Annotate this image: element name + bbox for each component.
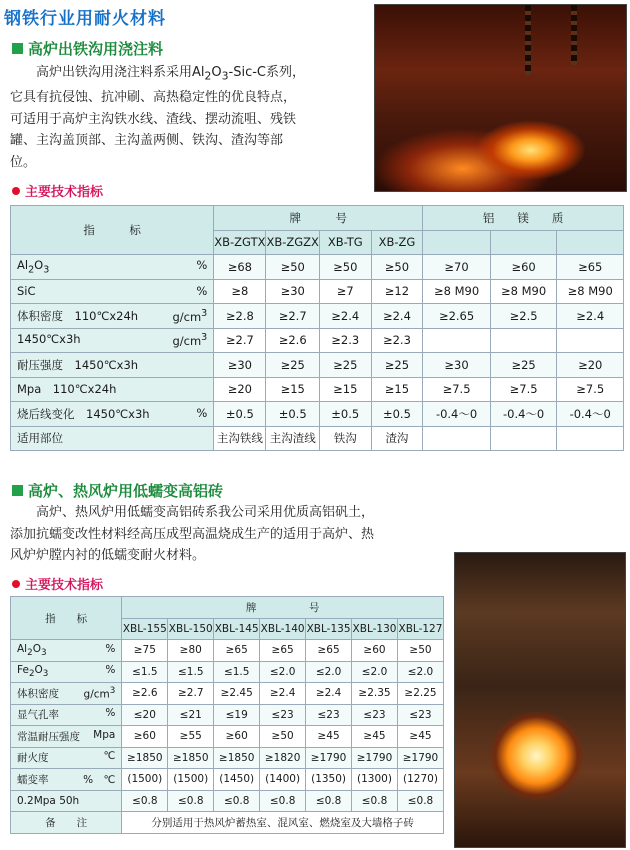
value-cell [490,426,557,451]
value-cell: ±0.5 [214,402,266,427]
value-cell: ≥65 [306,640,352,662]
value-cell: ≥2.6 [122,683,168,705]
value-cell: ≥68 [214,255,266,280]
value-cell: ≤23 [306,704,352,726]
note-label: 备 注 [11,812,122,834]
value-cell: ≤0.8 [352,790,398,812]
value-cell: ≥25 [266,353,319,378]
section2-heading: 高炉、热风炉用低蠕变高铝砖 [12,480,223,501]
row-label: SiC % [11,279,214,304]
value-cell: ≥2.45 [214,683,260,705]
value-cell: ≤0.8 [214,790,260,812]
value-cell: ≥1820 [260,747,306,769]
value-cell [557,328,624,353]
spec-table-2 [10,596,444,834]
value-cell: ≥2.25 [397,683,443,705]
value-cell: ≥2.3 [319,328,371,353]
header-index: 指 标 [11,206,214,255]
value-cell: ≥60 [352,640,398,662]
value-cell: ≥45 [352,726,398,748]
value-cell: ≥7.5 [490,377,557,402]
value-cell: ≥65 [260,640,306,662]
value-cell [423,328,491,353]
row-label: 烧后线变化 1450℃x3h % [11,402,214,427]
row-label: 体积密度 $g/cm^3$ [11,683,122,705]
value-cell: ≥25 [371,353,423,378]
value-cell: ≥30 [214,353,266,378]
value-cell: ≥70 [423,255,491,280]
table-row [11,377,624,402]
value-cell: ≥7.5 [557,377,624,402]
header-index: 指 标 [11,597,122,640]
value-cell: ≤2.0 [306,661,352,683]
row-label: 1450℃x3h $g/cm^3$ [11,328,214,353]
table-row [11,769,444,791]
value-cell: ≤1.5 [168,661,214,683]
value-cell: ≤2.0 [397,661,443,683]
value-cell: ≤1.5 [122,661,168,683]
value-cell: ≥2.35 [352,683,398,705]
value-cell: ≥2.6 [266,328,319,353]
square-bullet-icon [12,485,23,496]
value-cell: ≥1790 [397,747,443,769]
section1-heading: 高炉出铁沟用浇注料 [12,38,163,59]
value-cell: ≥75 [122,640,168,662]
value-cell: ≤2.0 [352,661,398,683]
value-cell: ≥2.7 [214,328,266,353]
value-cell: (1400) [260,769,306,791]
section1-spec-title: 主要技术指标 [12,181,103,200]
value-cell: ≥50 [260,726,306,748]
row-label: 体积密度 110℃x24h $g/cm^3$ [11,304,214,329]
value-cell: 主沟渣线 [266,426,319,451]
value-cell: ≥50 [266,255,319,280]
value-cell: ≥2.8 [214,304,266,329]
value-cell [423,426,491,451]
note-text: 分别适用于热风炉蓄热室、混风室、燃烧室及大墙格子砖 [122,812,444,834]
row-label: 显气孔率 % [11,704,122,726]
page-title: 钢铁行业用耐火材料 [4,9,166,29]
value-cell: ≥20 [214,377,266,402]
value-cell: ≥7.5 [423,377,491,402]
value-cell: ≥1850 [214,747,260,769]
table-row [11,279,624,304]
spec-table-1 [10,205,624,451]
chain-graphic [571,5,577,65]
header-alu-mag: 铝 镁 质 [423,206,624,231]
value-cell: (1270) [397,769,443,791]
value-cell: ≥25 [319,353,371,378]
grade-cell: XBL-135 [306,618,352,640]
value-cell: ≥80 [168,640,214,662]
section1-paragraph: 高炉出铁沟用浇注料系采用$Al_2O_3-Sic-C$系列， 它具有抗侵蚀、抗冲刷、高热稳定性的优良特点， 可适用于高炉主沟铁水线、渣线、摆动流咀、残铁 罐、主沟盖顶部、主沟盖两侧、铁沟、渣沟等部 位。 [10,65,306,170]
value-cell: ≥55 [168,726,214,748]
table-row [11,747,444,769]
value-cell: ≥20 [557,353,624,378]
table-row [11,353,624,378]
grade-cell: XB-ZG [371,230,423,255]
value-cell: ≥8 [214,279,266,304]
value-cell: ≥65 [214,640,260,662]
grade-cell: XBL-130 [352,618,398,640]
section2-paragraph: 高炉、热风炉用低蠕变高铝砖系我公司采用优质高铝矾土， 添加抗蠕变改性材料经高压成型高温烧成生产的适用于高炉、热 风炉炉膛内衬的低蠕变耐火材料。 [10,505,375,563]
value-cell: ≥2.4 [371,304,423,329]
value-cell: ≥1790 [306,747,352,769]
table-row [11,726,444,748]
value-cell: ≥2.3 [371,328,423,353]
value-cell: ≥8 M90 [557,279,624,304]
value-cell: ≥45 [306,726,352,748]
value-cell: ±0.5 [371,402,423,427]
value-cell: ≥65 [557,255,624,280]
value-cell: (1300) [352,769,398,791]
value-cell: ≥30 [266,279,319,304]
value-cell: ≤0.8 [168,790,214,812]
header-grade: 牌 号 [122,597,444,619]
table-row [11,704,444,726]
value-cell: ≥2.5 [490,304,557,329]
value-cell: ≥45 [397,726,443,748]
value-cell: ≥2.7 [168,683,214,705]
value-cell: ≤23 [352,704,398,726]
value-cell [490,328,557,353]
chain-graphic [525,5,531,75]
furnace-lining-photo [454,552,626,848]
value-cell: (1350) [306,769,352,791]
row-label: 常温耐压强度 Mpa [11,726,122,748]
value-cell: -0.4～0 [423,402,491,427]
value-cell: ≥2.4 [260,683,306,705]
value-cell: -0.4～0 [557,402,624,427]
value-cell: ≤2.0 [260,661,306,683]
note-row [11,812,444,834]
table-row [11,640,444,662]
grade-cell: XBL-155 [122,618,168,640]
value-cell: 渣沟 [371,426,423,451]
grade-cell: XB-ZGTX [214,230,266,255]
molten-iron-trough-photo [374,4,627,192]
value-cell: ≥30 [423,353,491,378]
value-cell: ≥25 [490,353,557,378]
grade-cell: XBL-150 [168,618,214,640]
value-cell: ≤20 [122,704,168,726]
value-cell: (1500) [122,769,168,791]
value-cell: 主沟铁线 [214,426,266,451]
value-cell: ≥2.4 [319,304,371,329]
value-cell: ≥50 [319,255,371,280]
row-label: 蠕变率 % ℃ [11,769,122,791]
value-cell: ≥7 [319,279,371,304]
value-cell: ≥8 M90 [490,279,557,304]
value-cell: ≥50 [397,640,443,662]
value-cell: ≥60 [214,726,260,748]
value-cell: ≤0.8 [122,790,168,812]
value-cell: ±0.5 [266,402,319,427]
value-cell: ≥12 [371,279,423,304]
row-label: $Al_2O_3$ % [11,640,122,662]
value-cell: ≥15 [371,377,423,402]
header-grade: 牌 号 [214,206,423,231]
value-cell: ≥1850 [168,747,214,769]
table-row [11,661,444,683]
value-cell: ≥1850 [122,747,168,769]
value-cell: (1500) [168,769,214,791]
red-dot-icon [12,187,20,195]
row-label: 耐火度 ℃ [11,747,122,769]
row-label: $Fe_2O_3$ % [11,661,122,683]
value-cell: ≤0.8 [397,790,443,812]
value-cell: ≤0.8 [260,790,306,812]
row-label: Mpa 110℃x24h [11,377,214,402]
row-label: 0.2Mpa 50h [11,790,122,812]
value-cell: ≤23 [397,704,443,726]
value-cell: ≤1.5 [214,661,260,683]
value-cell: ≥15 [266,377,319,402]
table-row [11,304,624,329]
table-row [11,402,624,427]
table-row [11,683,444,705]
table-row [11,255,624,280]
value-cell: ≥2.65 [423,304,491,329]
grade-cell: XB-TG [319,230,371,255]
value-cell: ≤19 [214,704,260,726]
table-row [11,328,624,353]
grade-cell: XBL-145 [214,618,260,640]
value-cell [557,426,624,451]
table-row [11,426,624,451]
value-cell: ±0.5 [319,402,371,427]
value-cell: -0.4～0 [490,402,557,427]
value-cell: ≥2.4 [557,304,624,329]
red-dot-icon [12,580,20,588]
row-label: 耐压强度 1450℃x3h [11,353,214,378]
square-bullet-icon [12,43,23,54]
value-cell: ≥60 [490,255,557,280]
value-cell: ≥60 [122,726,168,748]
value-cell: ≥8 M90 [423,279,491,304]
row-label: $Al_2O_3$ % [11,255,214,280]
value-cell: ≤21 [168,704,214,726]
value-cell: ≤23 [260,704,306,726]
value-cell: ≥15 [319,377,371,402]
value-cell: ≤0.8 [306,790,352,812]
grade-cell: XBL-140 [260,618,306,640]
value-cell: ≥1790 [352,747,398,769]
row-label: 适用部位 [11,426,214,451]
section2-spec-title: 主要技术指标 [12,574,103,593]
table-row [11,790,444,812]
grade-cell: XB-ZGZX [266,230,319,255]
value-cell: ≥2.7 [266,304,319,329]
value-cell: ≥2.4 [306,683,352,705]
grade-cell: XBL-127 [397,618,443,640]
value-cell: ≥50 [371,255,423,280]
value-cell: (1450) [214,769,260,791]
value-cell: 铁沟 [319,426,371,451]
